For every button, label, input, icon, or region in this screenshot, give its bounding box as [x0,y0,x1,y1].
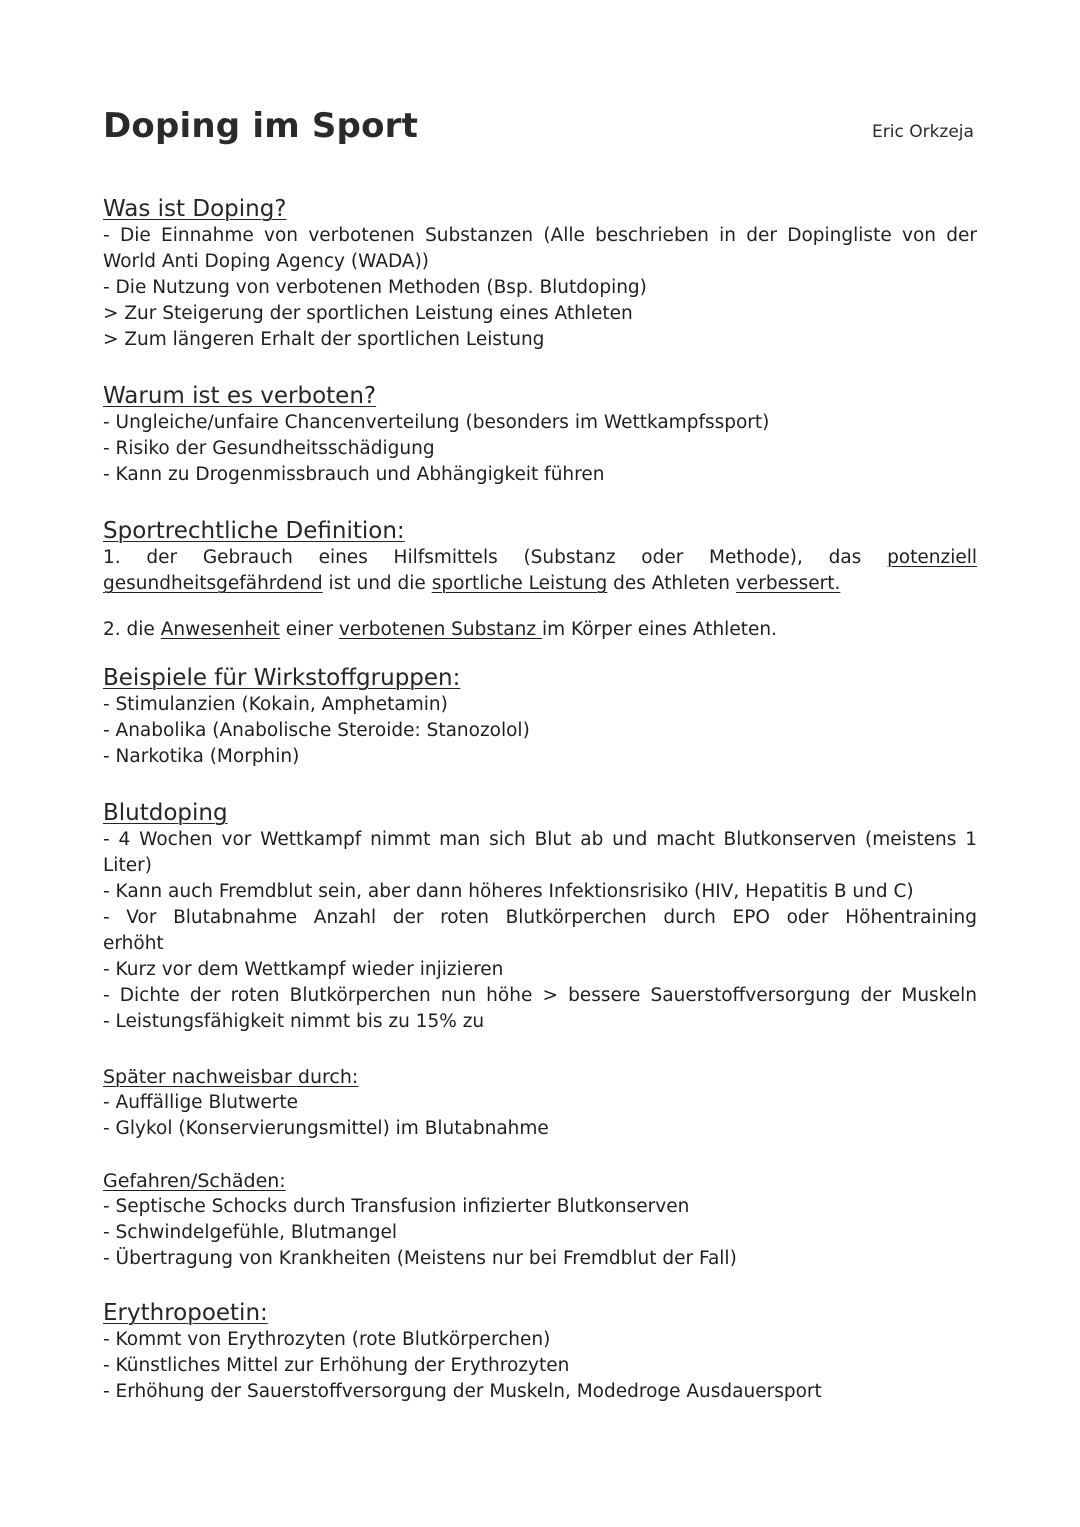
text-line: - Kann zu Drogenmissbrauch und Abhängigkeit führen [103,464,605,485]
text-line: - Narkotika (Morphin) [103,746,300,767]
section-heading: Was ist Doping? [103,196,287,222]
subsection-heading: Gefahren/Schäden: [103,1170,286,1192]
author-name: Eric Orkzeja [872,122,974,142]
section-heading: Beispiele für Wirkstoffgruppen: [103,665,461,691]
text-line: - Ungleiche/unfaire Chancenverteilung (besonders im Wettkampfssport) [103,412,770,433]
text-line: > Zum längeren Erhalt der sportlichen Leistung [103,329,545,350]
text-line: - Auffällige Blutwerte [103,1092,299,1113]
definition-text: ist und die [322,573,432,594]
section-blutdoping [103,799,977,1035]
text-line: - Kommt von Erythrozyten (rote Blutkörperchen) [103,1329,551,1350]
subsection-heading: Später nachweisbar durch: [103,1066,359,1088]
text-line: - Die Nutzung von verbotenen Methoden (Bsp. Blutdoping) [103,277,647,298]
section-gefahren [103,1168,977,1272]
definition-text: einer [279,619,339,640]
document-title: Doping im Sport [103,106,419,146]
section-was-ist-doping [103,195,977,353]
text-line: - Dichte der roten Blutkörperchen nun höhe > bessere Sauerstoffversorgung der Muskeln [103,985,977,1006]
section-wirkstoffgruppen [103,664,977,770]
definition-underlined: Anwesenheit [160,619,280,640]
text-line: - Vor Blutabnahme Anzahl der roten Blutkörperchen durch EPO oder Höhentraining [103,907,977,928]
text-line: - Kann auch Fremdblut sein, aber dann höheres Infektionsrisiko (HIV, Hepatitis B und C) [103,881,914,902]
section-heading: Erythropoetin: [103,1300,268,1326]
text-line: - Die Einnahme von verbotenen Substanzen (Alle beschrieben in der Dopingliste von der [103,225,977,246]
section-nachweisbar [103,1064,977,1142]
text-line: Liter) [103,855,152,876]
section-warum-verboten [103,382,977,488]
definition-text: 1. der Gebrauch eines Hilfsmittels (Substanz oder Methode), das [103,547,862,568]
section-heading: Sportrechtliche Definition: [103,518,405,544]
definition-text: 2. die [103,619,161,640]
section-sportrechtliche-definition [103,517,977,643]
text-line: - Künstliches Mittel zur Erhöhung der Erythrozyten [103,1355,570,1376]
text-line: - Erhöhung der Sauerstoffversorgung der Muskeln, Modedroge Ausdauersport [103,1381,822,1402]
definition-underlined: gesundheitsgefährdend [103,573,323,594]
text-line: - Übertragung von Krankheiten (Meistens nur bei Fremdblut der Fall) [103,1248,737,1269]
text-line: - Kurz vor dem Wettkampf wieder injizieren [103,959,504,980]
section-heading: Blutdoping [103,800,228,826]
text-line: > Zur Steigerung der sportlichen Leistung eines Athleten [103,303,633,324]
definition-text: im Körper eines Athleten. [541,619,777,640]
text-line: erhöht [103,933,164,954]
text-line: - Glykol (Konservierungsmittel) im Blutabnahme [103,1118,549,1139]
text-line: - Septische Schocks durch Transfusion infizierter Blutkonserven [103,1196,690,1217]
section-heading: Warum ist es verboten? [103,383,377,409]
text-line: - Risiko der Gesundheitsschädigung [103,438,435,459]
definition-1-line-1 [103,545,977,571]
text-line: World Anti Doping Agency (WADA)) [103,251,430,272]
definition-underlined: potenziell [887,547,977,568]
definition-text: des Athleten [607,573,736,594]
text-line: - Stimulanzien (Kokain, Amphetamin) [103,694,448,715]
text-line: - 4 Wochen vor Wettkampf nimmt man sich Blut ab und macht Blutkonserven (meistens 1 [103,829,977,850]
definition-underlined: verbessert. [735,573,841,594]
definition-1-line-2 [103,571,977,597]
definition-2 [103,617,977,643]
text-line: - Anabolika (Anabolische Steroide: Stanozolol) [103,720,530,741]
text-line: - Leistungsfähigkeit nimmt bis zu 15% zu [103,1011,485,1032]
definition-underlined: sportliche Leistung [431,573,608,594]
text-line: - Schwindelgefühle, Blutmangel [103,1222,397,1243]
section-erythropoetin [103,1299,977,1405]
definition-underlined: verbotenen Substanz [338,619,542,640]
